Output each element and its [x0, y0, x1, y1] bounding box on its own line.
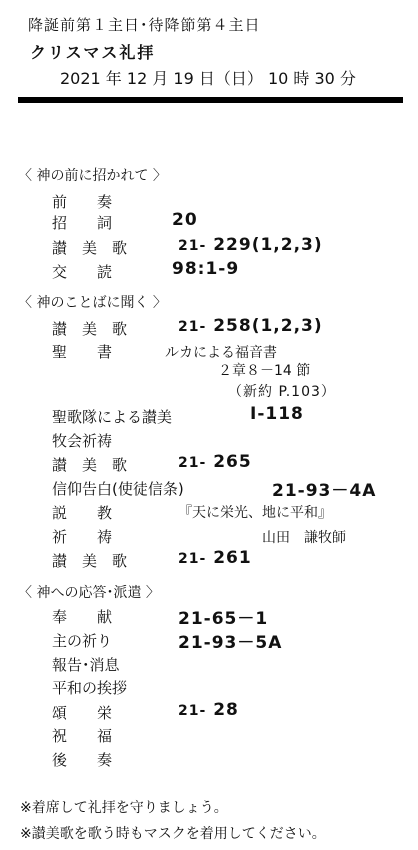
order-item-peace: 平和の挨拶 — [52, 679, 128, 697]
order-item-benediction: 祝 福 — [52, 727, 113, 745]
order-item-hymn-2: 讃 美 歌 21- 258(1,2,3) — [52, 316, 323, 338]
section-heading-response: 〈 神への応答･派遣 〉 — [18, 585, 160, 601]
note-seated: ※着席して礼拝を守りましょう。 — [20, 800, 228, 816]
order-item-scripture: 聖 書 — [52, 343, 113, 361]
order-item-hymn-4: 讃 美 歌 21- 261 — [52, 548, 252, 570]
service-date: 2021 年 12 月 19 日（日） 10 時 30 分 — [60, 69, 356, 88]
scripture-book: ルカによる福音書 — [165, 345, 277, 361]
order-item-call-to-worship: 招 詞 20 — [52, 210, 198, 232]
order-item-responsive-reading: 交 読 98:1-9 — [52, 259, 240, 281]
order-item-lords-prayer: 主の祈り 21-93－5A — [52, 632, 283, 653]
order-item-announcements: 報告･消息 — [52, 656, 120, 674]
service-title: クリスマス礼拝 — [30, 43, 156, 62]
order-item-prayer: 祈 祷 — [52, 528, 113, 546]
preacher-name: 山田 謙牧師 — [262, 530, 346, 546]
sermon-title: 『天に栄光、地に平和』 — [178, 505, 332, 521]
section-heading-gathering: 〈 神の前に招かれて 〉 — [18, 168, 167, 184]
order-item-prelude: 前 奏 — [52, 193, 113, 211]
order-item-creed: 信仰告白(使徒信条) 21-93－4A — [52, 480, 377, 501]
order-item-hymn-1: 讃 美 歌 21- 229(1,2,3) — [52, 235, 323, 257]
section-heading-word: 〈 神のことばに聞く 〉 — [18, 295, 167, 311]
service-subtitle: 降誕前第１主日･待降節第４主日 — [28, 16, 261, 34]
scripture-chapter: ２章８－14 節 — [218, 363, 311, 379]
order-item-sermon: 説 教 — [52, 504, 113, 522]
order-item-postlude: 後 奏 — [52, 751, 113, 769]
order-item-offering: 奉 献 21-65－1 — [52, 608, 269, 629]
order-item-hymn-3: 讃 美 歌 21- 265 — [52, 452, 252, 474]
order-item-pastoral-prayer: 牧会祈祷 — [52, 432, 113, 450]
order-item-choir-anthem: 聖歌隊による讃美 I-118 — [52, 404, 304, 426]
header-divider — [18, 97, 403, 103]
scripture-page: （新約 P.103） — [228, 384, 336, 400]
order-item-doxology: 頌 栄 21- 28 — [52, 700, 239, 722]
note-mask: ※讃美歌を歌う時もマスクを着用してください。 — [20, 826, 326, 842]
